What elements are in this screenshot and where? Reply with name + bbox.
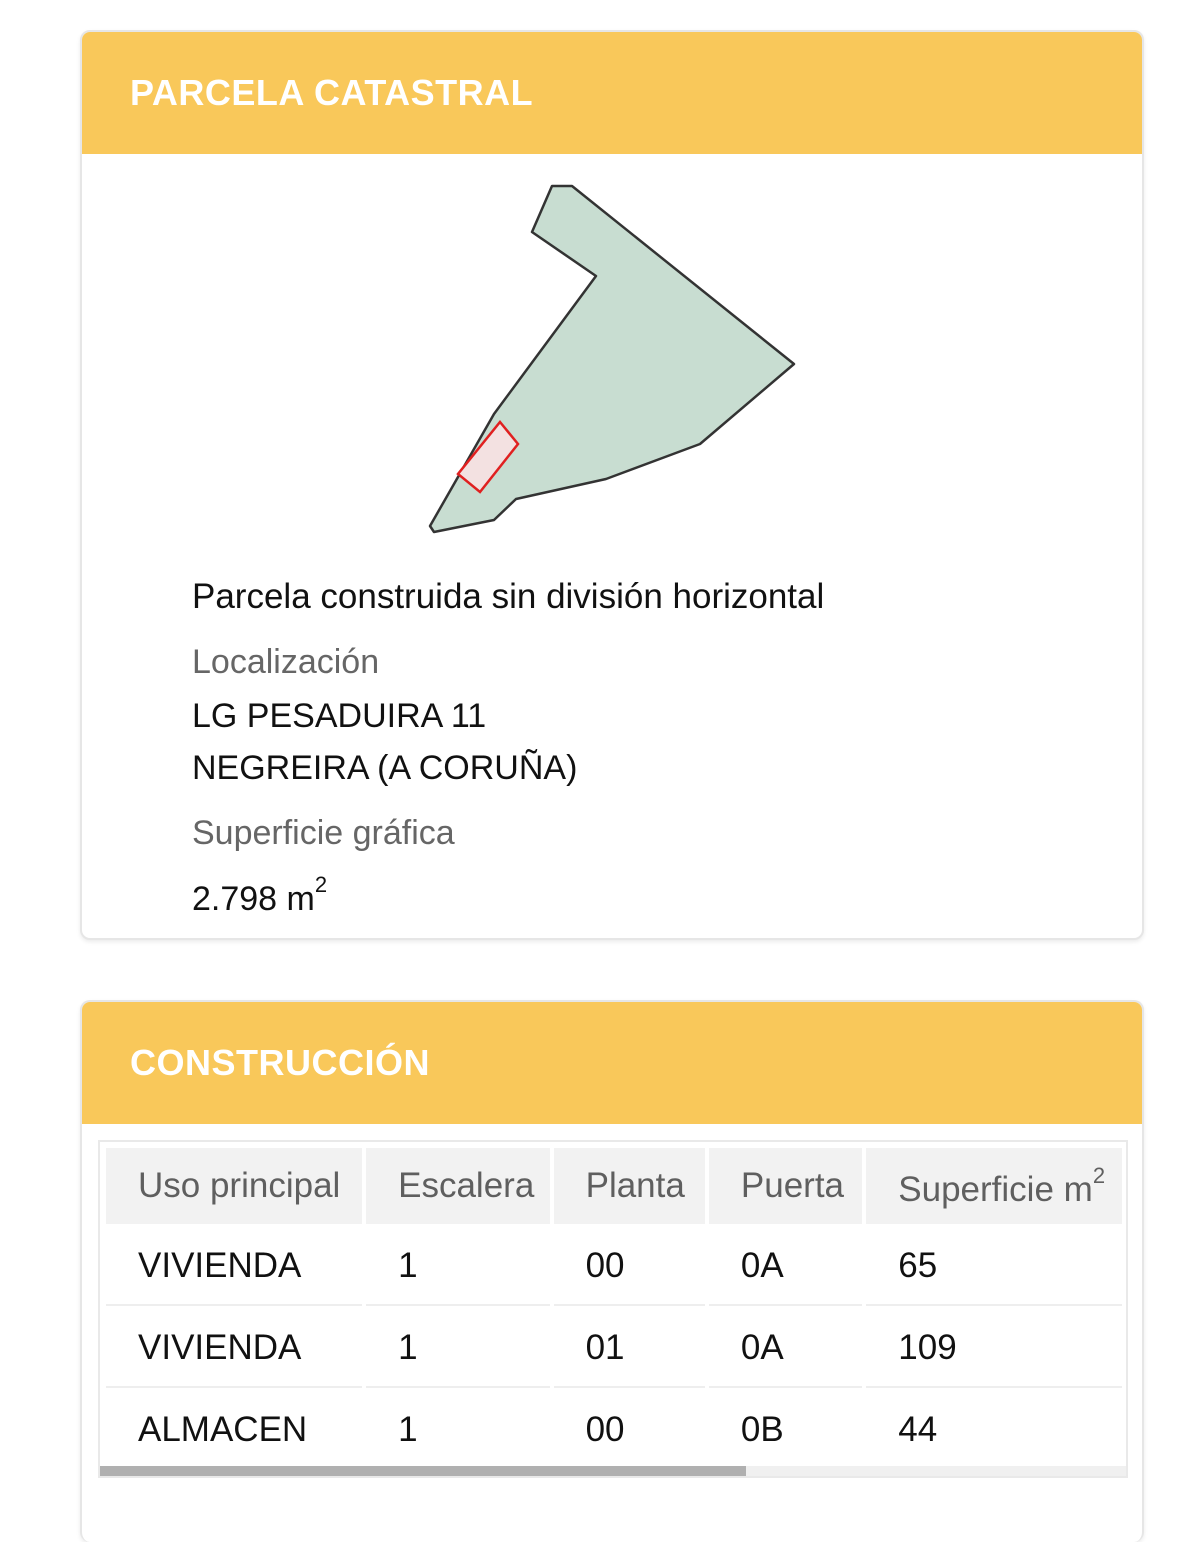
address-line-1: LG PESADUIRA 11 <box>192 697 487 735</box>
parcel-map <box>82 154 1142 554</box>
cell-planta: 00 <box>554 1228 705 1306</box>
cell-escalera: 1 <box>366 1392 549 1470</box>
parcela-type: Parcela construida sin división horizontal <box>192 577 825 616</box>
parcela-card <box>80 30 1144 940</box>
cell-puerta: 0B <box>709 1392 862 1470</box>
address-line-2: NEGREIRA (A CORUÑA) <box>192 749 578 787</box>
cell-escalera: 1 <box>366 1310 549 1388</box>
parcela-header <box>82 32 1142 154</box>
cell-puerta: 0A <box>709 1228 862 1306</box>
table-header-row <box>106 1148 1122 1224</box>
col-planta: Planta <box>554 1148 705 1224</box>
surface-value <box>192 859 824 925</box>
cell-uso: VIVIENDA <box>106 1228 362 1306</box>
construccion-header <box>82 1002 1142 1124</box>
table-row <box>106 1310 1122 1388</box>
cell-uso: VIVIENDA <box>106 1310 362 1388</box>
scrollbar-thumb[interactable] <box>100 1466 746 1476</box>
cell-planta: 00 <box>554 1392 705 1470</box>
table-row <box>106 1228 1122 1306</box>
cell-puerta: 0A <box>709 1310 862 1388</box>
col-superficie-sup: 2 <box>1092 1162 1106 1188</box>
cell-uso: ALMACEN <box>106 1392 362 1470</box>
construccion-card <box>80 1000 1144 1542</box>
parcela-title: PARCELA CATASTRAL <box>130 72 534 113</box>
col-superficie <box>866 1148 1122 1224</box>
parcela-info <box>192 577 824 925</box>
parcel-map-svg <box>82 154 1142 554</box>
construccion-title: CONSTRUCCIÓN <box>130 1042 430 1083</box>
location-label: Localización <box>192 643 380 681</box>
col-puerta: Puerta <box>709 1148 862 1224</box>
construccion-table <box>102 1144 1126 1474</box>
construccion-table-container[interactable] <box>98 1140 1128 1478</box>
surface-label: Superficie gráfica <box>192 814 455 852</box>
cell-superficie: 65 <box>866 1228 1122 1306</box>
surface-number: 2.798 m <box>192 880 315 918</box>
col-uso-principal: Uso principal <box>106 1148 362 1224</box>
cell-planta: 01 <box>554 1310 705 1388</box>
cell-superficie: 109 <box>866 1310 1122 1388</box>
table-row <box>106 1392 1122 1470</box>
cell-escalera: 1 <box>366 1228 549 1306</box>
surface-unit-sup: 2 <box>314 872 328 897</box>
cell-superficie: 44 <box>866 1392 1122 1470</box>
horizontal-scrollbar[interactable] <box>100 1466 1126 1476</box>
col-escalera: Escalera <box>366 1148 549 1224</box>
col-superficie-label: Superficie m <box>898 1169 1093 1209</box>
